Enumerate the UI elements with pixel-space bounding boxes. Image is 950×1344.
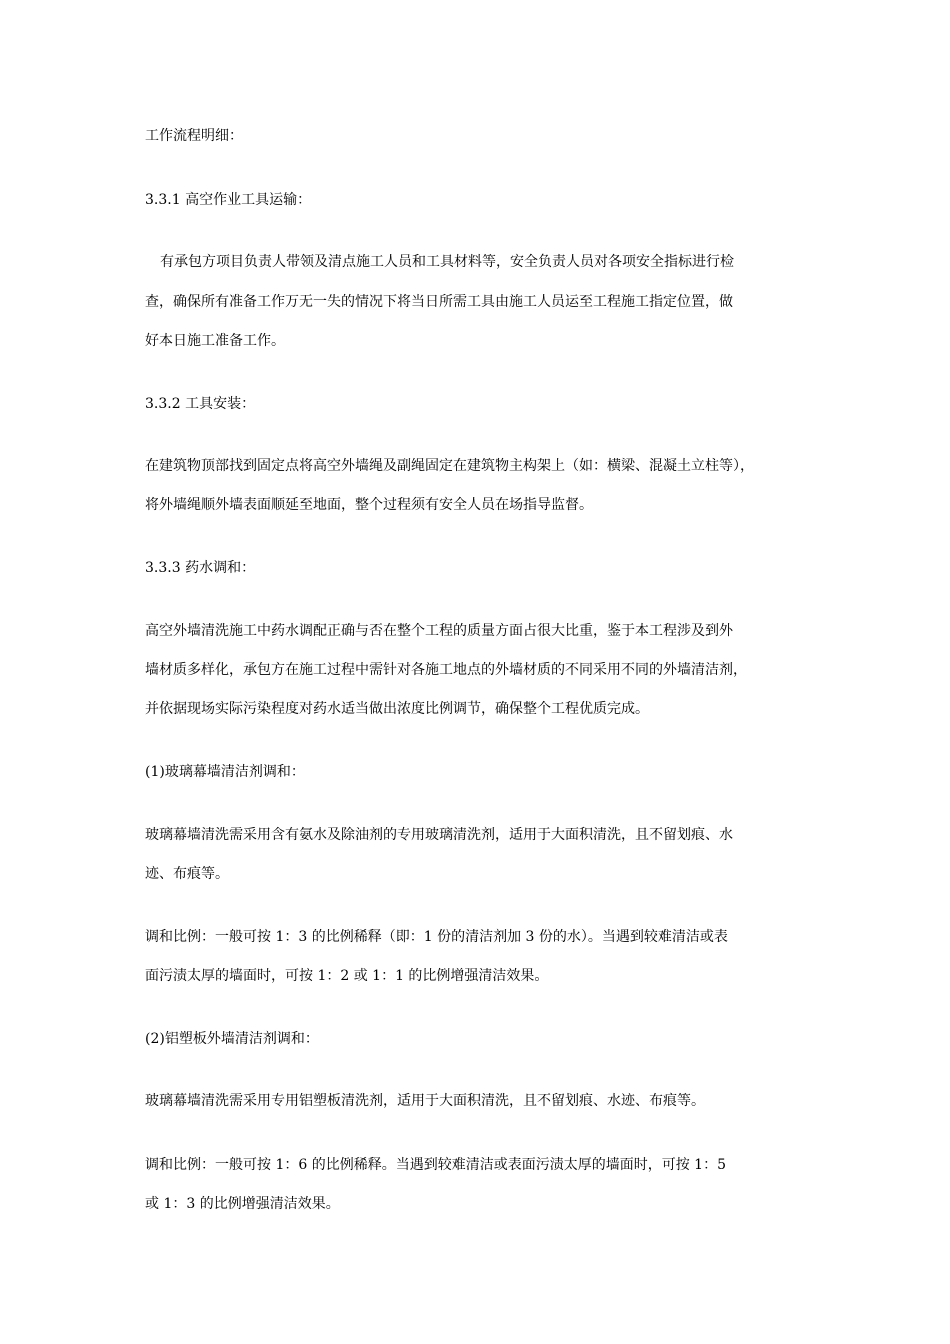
section-3-3-2-line-2: 将外墙绳顺外墙表面顺延至地面，整个过程须有安全人员在场指导监督。	[145, 497, 593, 513]
section-3-3-1-title: 3.3.1 高空作业工具运输：	[145, 192, 312, 208]
section-3-3-2-line-1: 在建筑物顶部找到固定点将高空外墙绳及副绳固定在建筑物主构架上（如：横梁、混凝土立柱等），	[145, 458, 754, 474]
glass-curtain-wall-title: (1)玻璃幕墙清洁剂调和：	[145, 764, 305, 780]
aluminum-panel-desc-1: 玻璃幕墙清洗需采用专用铝塑板清洗剂，适用于大面积清洗，且不留划痕、水迹、布痕等。	[145, 1093, 705, 1109]
glass-curtain-wall-ratio-1: 调和比例：一般可按 1：3 的比例稀释（即：1 份的清洁剂加 3 份的水）。当遇到较难清洁或表	[145, 929, 728, 945]
section-3-3-3-title: 3.3.3 药水调和：	[145, 560, 256, 576]
glass-curtain-wall-ratio-2: 面污渍太厚的墙面时，可按 1：2 或 1：1 的比例增强清洁效果。	[145, 968, 549, 984]
section-3-3-1-line-3: 好本日施工准备工作。	[145, 333, 285, 349]
section-3-3-3-line-3: 并依据现场实际污染程度对药水适当做出浓度比例调节，确保整个工程优质完成。	[145, 701, 649, 717]
aluminum-panel-ratio-1: 调和比例：一般可按 1：6 的比例稀释。当遇到较难清洁或表面污渍太厚的墙面时，可按 1：5	[145, 1157, 726, 1173]
glass-curtain-wall-desc-1: 玻璃幕墙清洗需采用含有氨水及除油剂的专用玻璃清洗剂，适用于大面积清洗，且不留划痕、水	[145, 827, 733, 843]
glass-curtain-wall-desc-2: 迹、布痕等。	[145, 866, 229, 882]
aluminum-panel-ratio-2: 或 1：3 的比例增强清洁效果。	[145, 1196, 340, 1212]
section-3-3-3-line-2: 墙材质多样化，承包方在施工过程中需针对各施工地点的外墙材质的不同采用不同的外墙清洁剂，	[145, 662, 747, 678]
section-3-3-1-line-1: 有承包方项目负责人带领及清点施工人员和工具材料等，安全负责人员对各项安全指标进行检	[160, 254, 734, 270]
section-3-3-1-line-2: 查，确保所有准备工作万无一失的情况下将当日所需工具由施工人员运至工程施工指定位置，做	[145, 294, 733, 310]
page-heading: 工作流程明细：	[145, 128, 243, 144]
section-3-3-2-title: 3.3.2 工具安装：	[145, 396, 256, 412]
section-3-3-3-line-1: 高空外墙清洗施工中药水调配正确与否在整个工程的质量方面占很大比重，鉴于本工程涉及到外	[145, 623, 733, 639]
aluminum-panel-title: (2)铝塑板外墙清洁剂调和：	[145, 1031, 319, 1047]
